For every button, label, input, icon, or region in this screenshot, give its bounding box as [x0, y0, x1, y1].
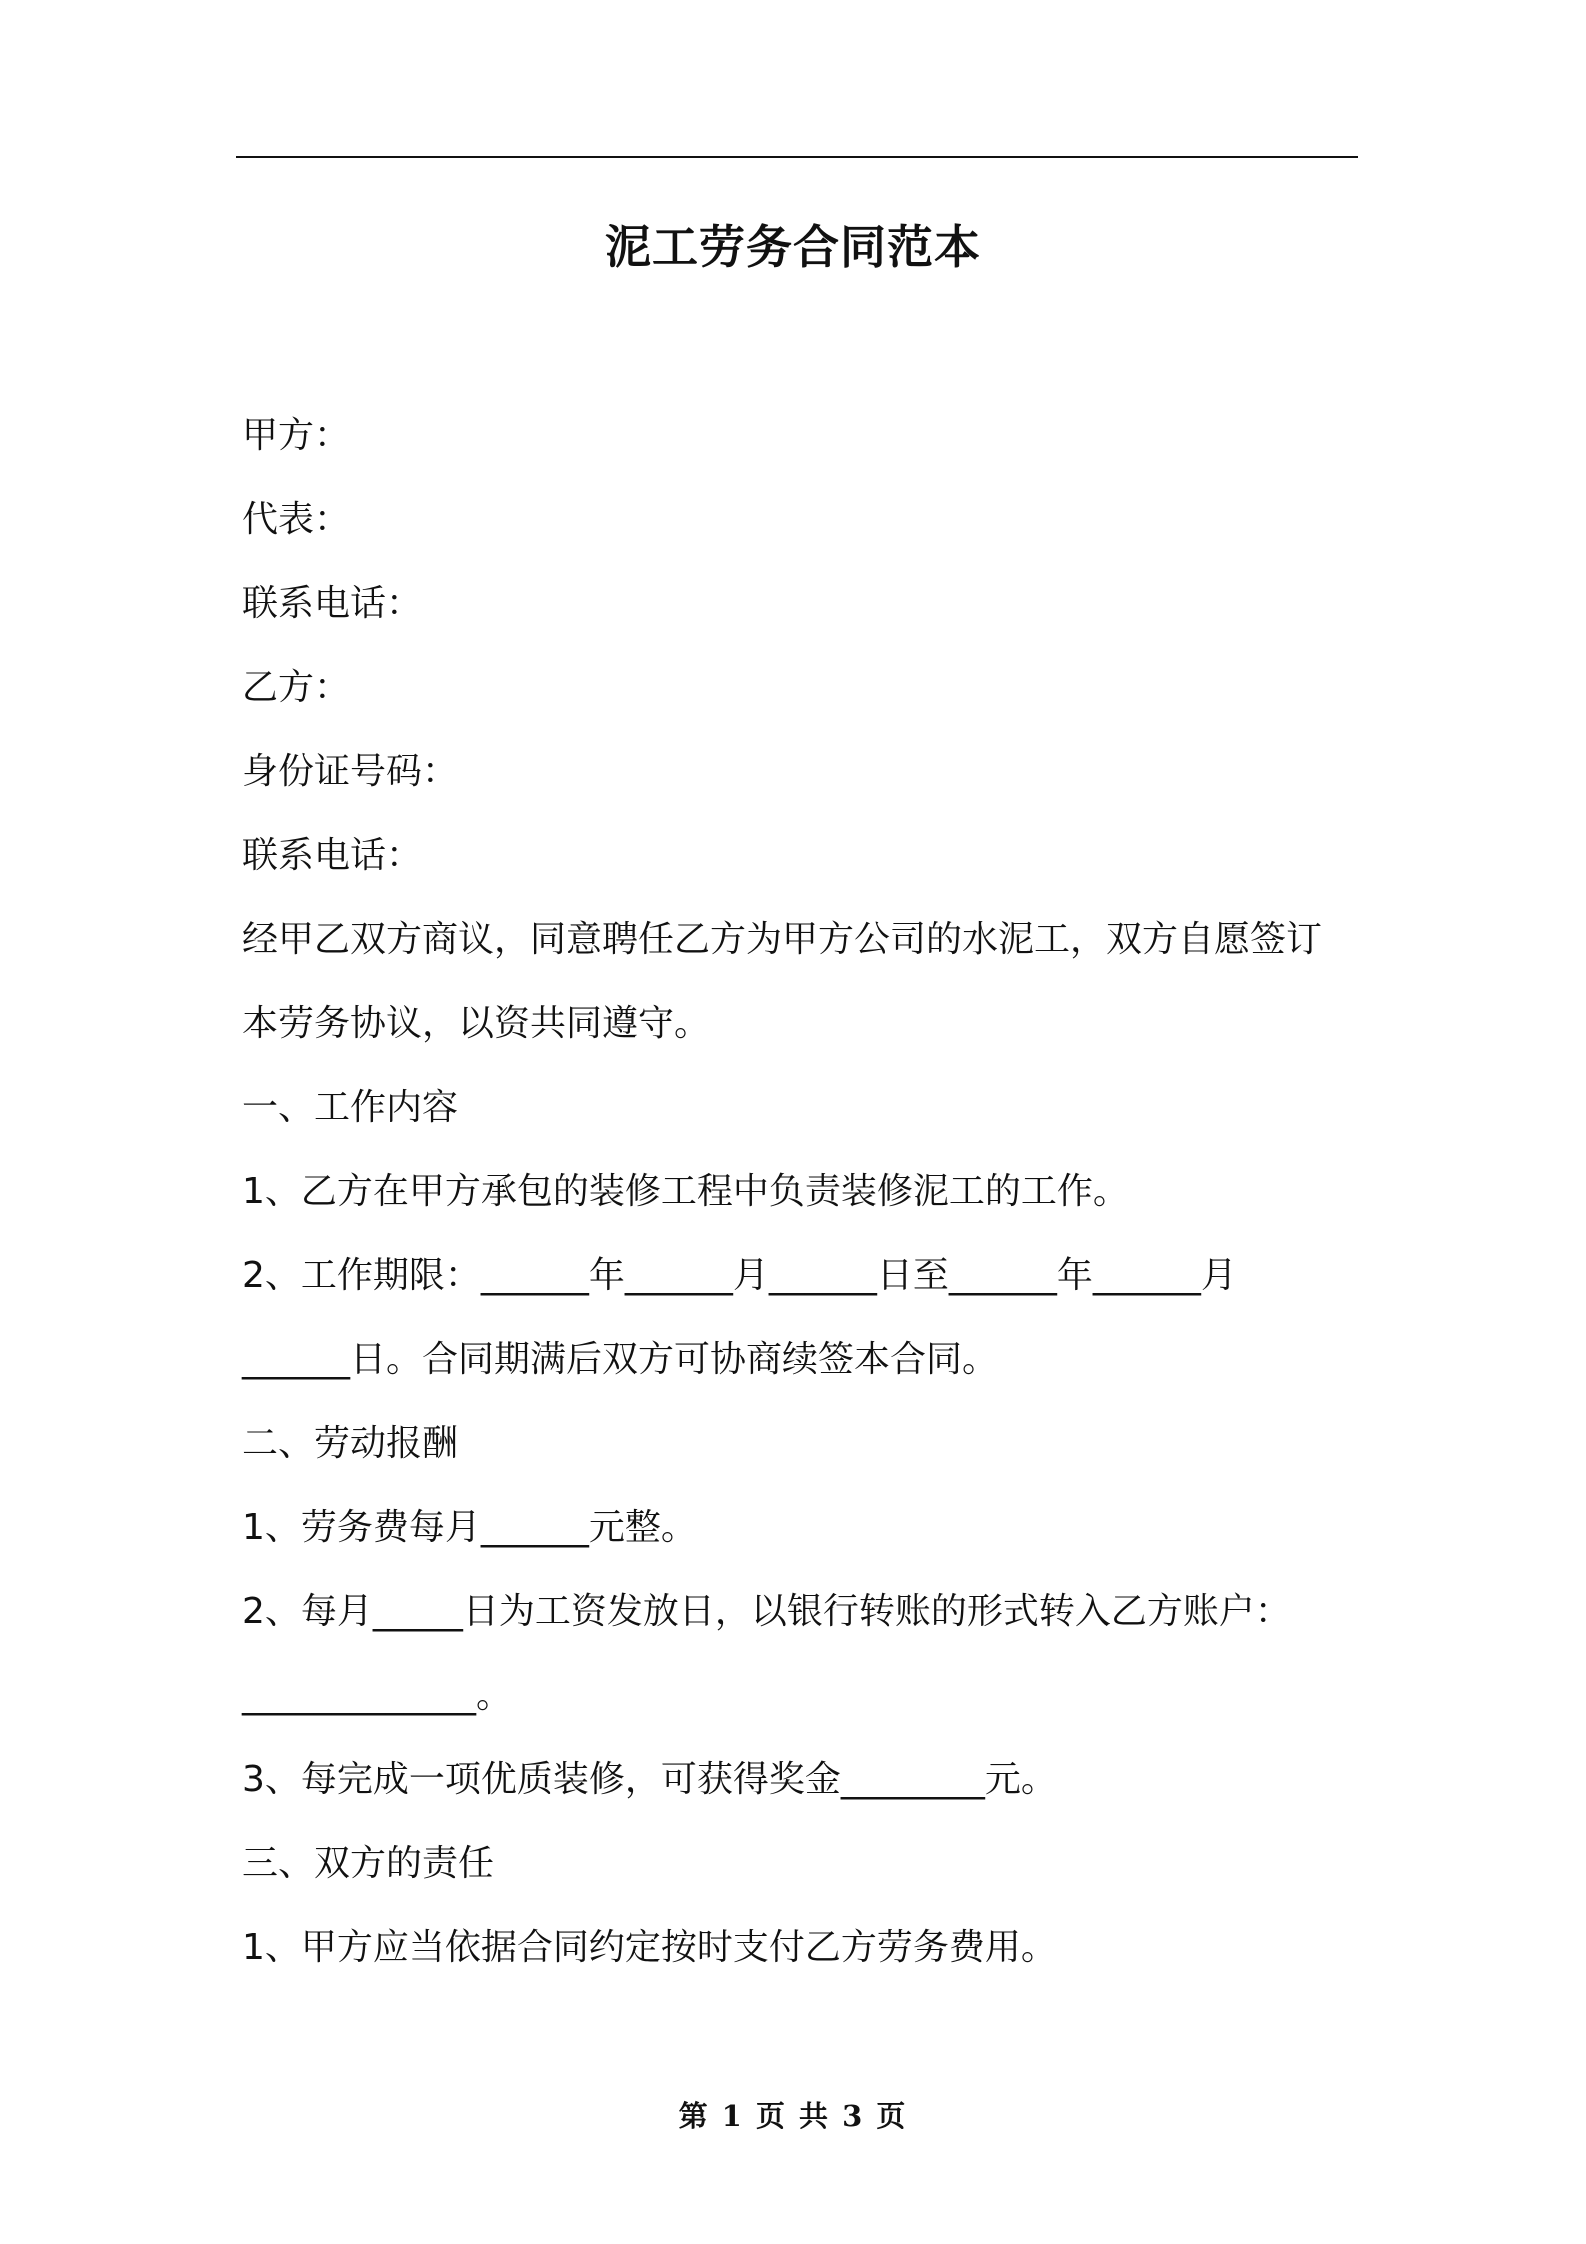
- clause-pay-2: 2、每月_____日为工资发放日，以银行转账的形式转入乙方账户：: [242, 1591, 1291, 1632]
- document-title: 泥工劳务合同范本: [605, 220, 981, 274]
- header-rule: [236, 156, 1358, 158]
- page-footer: 第 1 页 共 3 页: [678, 2099, 908, 2133]
- party-a-line: 甲方：: [242, 415, 351, 456]
- clause-pay-1: 1、劳务费每月______元整。: [242, 1507, 697, 1548]
- agreement-intro-line-2: 本劳务协议，以资共同遵守。: [242, 1003, 711, 1044]
- party-b-line: 乙方：: [242, 667, 351, 708]
- clause-pay-2-continued: _____________。: [242, 1675, 512, 1716]
- clause-pay-3: 3、每完成一项优质装修，可获得奖金________元。: [242, 1759, 1057, 1800]
- party-b-phone-line: 联系电话：: [242, 835, 423, 876]
- section-heading-pay: 二、劳动报酬: [242, 1423, 459, 1464]
- clause-work-2: 2、工作期限：______年______月______日至______年______月: [242, 1255, 1237, 1296]
- section-heading-work: 一、工作内容: [242, 1087, 459, 1128]
- clause-work-2-continued: ______日。合同期满后双方可协商续签本合同。: [242, 1339, 999, 1380]
- clause-duties-1: 1、甲方应当依据合同约定按时支付乙方劳务费用。: [242, 1927, 1057, 1968]
- id-number-line: 身份证号码：: [242, 751, 459, 792]
- clause-work-1: 1、乙方在甲方承包的装修工程中负责装修泥工的工作。: [242, 1171, 1129, 1212]
- section-heading-duties: 三、双方的责任: [242, 1843, 495, 1884]
- representative-line: 代表：: [242, 499, 351, 540]
- agreement-intro-line-1: 经甲乙双方商议，同意聘任乙方为甲方公司的水泥工，双方自愿签订: [242, 919, 1323, 960]
- party-a-phone-line: 联系电话：: [242, 583, 423, 624]
